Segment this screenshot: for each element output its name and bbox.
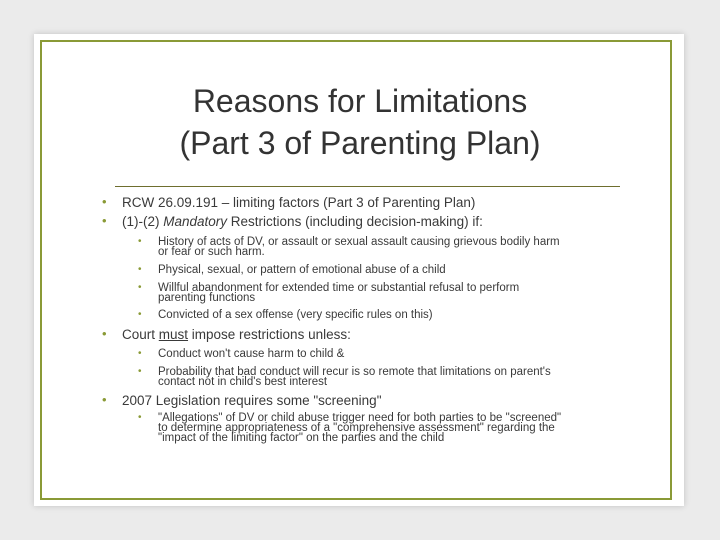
sub-bullet-dot: • — [138, 412, 142, 423]
sub-bullet-dot: • — [138, 236, 142, 247]
bullet-mandatory — [122, 214, 483, 229]
bullet-legislation: 2007 Legislation requires some "screening" — [122, 393, 382, 408]
sub-bullet-conduct: Conduct won't cause harm to child & — [158, 348, 345, 360]
sub-bullet-abandonment — [158, 283, 519, 303]
sub-bullet-dot: • — [138, 348, 142, 359]
sub-bullet-history-line2: or fear or such harm. — [158, 246, 265, 258]
bullet-dot: • — [102, 213, 107, 228]
sub-bullet-history-line1: History of acts of DV, or assault or sexual assault causing grievous bodily harm — [158, 236, 560, 248]
bullet-dot: • — [102, 326, 107, 341]
bullet-rcw: RCW 26.09.191 – limiting factors (Part 3 of Parenting Plan) — [122, 195, 476, 210]
bullet-dot: • — [102, 194, 107, 209]
sub-bullet-abuse: Physical, sexual, or pattern of emotional abuse of a child — [158, 264, 446, 276]
page-title — [0, 80, 720, 164]
title-line-2: (Part 3 of Parenting Plan) — [179, 125, 541, 161]
title-divider — [115, 186, 620, 187]
sub-bullet-allegations-line3: "impact of the limiting factor" on the parties and the child — [158, 432, 445, 444]
sub-bullet-convicted: Convicted of a sex offense (very specific rules on this) — [158, 309, 433, 321]
sub-bullet-allegations-line2: to determine appropriateness of a "comprehensive assessment" regarding the — [158, 422, 555, 434]
court-prefix: Court — [122, 327, 159, 342]
sub-bullet-dot: • — [138, 309, 142, 320]
sub-bullet-probability-line2: contact not in child's best interest — [158, 376, 328, 388]
sub-bullet-allegations-line1: "Allegations" of DV or child abuse trigger need for both parties to be "screened" — [158, 412, 562, 424]
mandatory-suffix: Restrictions (including decision-making) if: — [227, 214, 483, 229]
court-suffix: impose restrictions unless: — [188, 327, 351, 342]
sub-bullet-allegations — [158, 413, 561, 443]
bullet-dot: • — [102, 392, 107, 407]
court-must: must — [158, 327, 189, 342]
sub-bullet-probability-line1: Probability that bad conduct will recur is so remote that limitations on parent's — [158, 366, 551, 378]
bullet-court — [122, 327, 351, 342]
sub-bullet-dot: • — [138, 264, 142, 275]
sub-bullet-history — [158, 237, 560, 257]
sub-bullet-probability — [158, 367, 551, 387]
title-line-1: Reasons for Limitations — [192, 83, 528, 119]
sub-bullet-dot: • — [138, 366, 142, 377]
sub-bullet-abandonment-line1: Willful abandonment for extended time or substantial refusal to perform — [158, 282, 520, 294]
sub-bullet-abandonment-line2: parenting functions — [158, 292, 256, 304]
mandatory-italic: Mandatory — [163, 214, 228, 229]
sub-bullet-dot: • — [138, 282, 142, 293]
mandatory-prefix: (1)-(2) — [122, 214, 164, 229]
